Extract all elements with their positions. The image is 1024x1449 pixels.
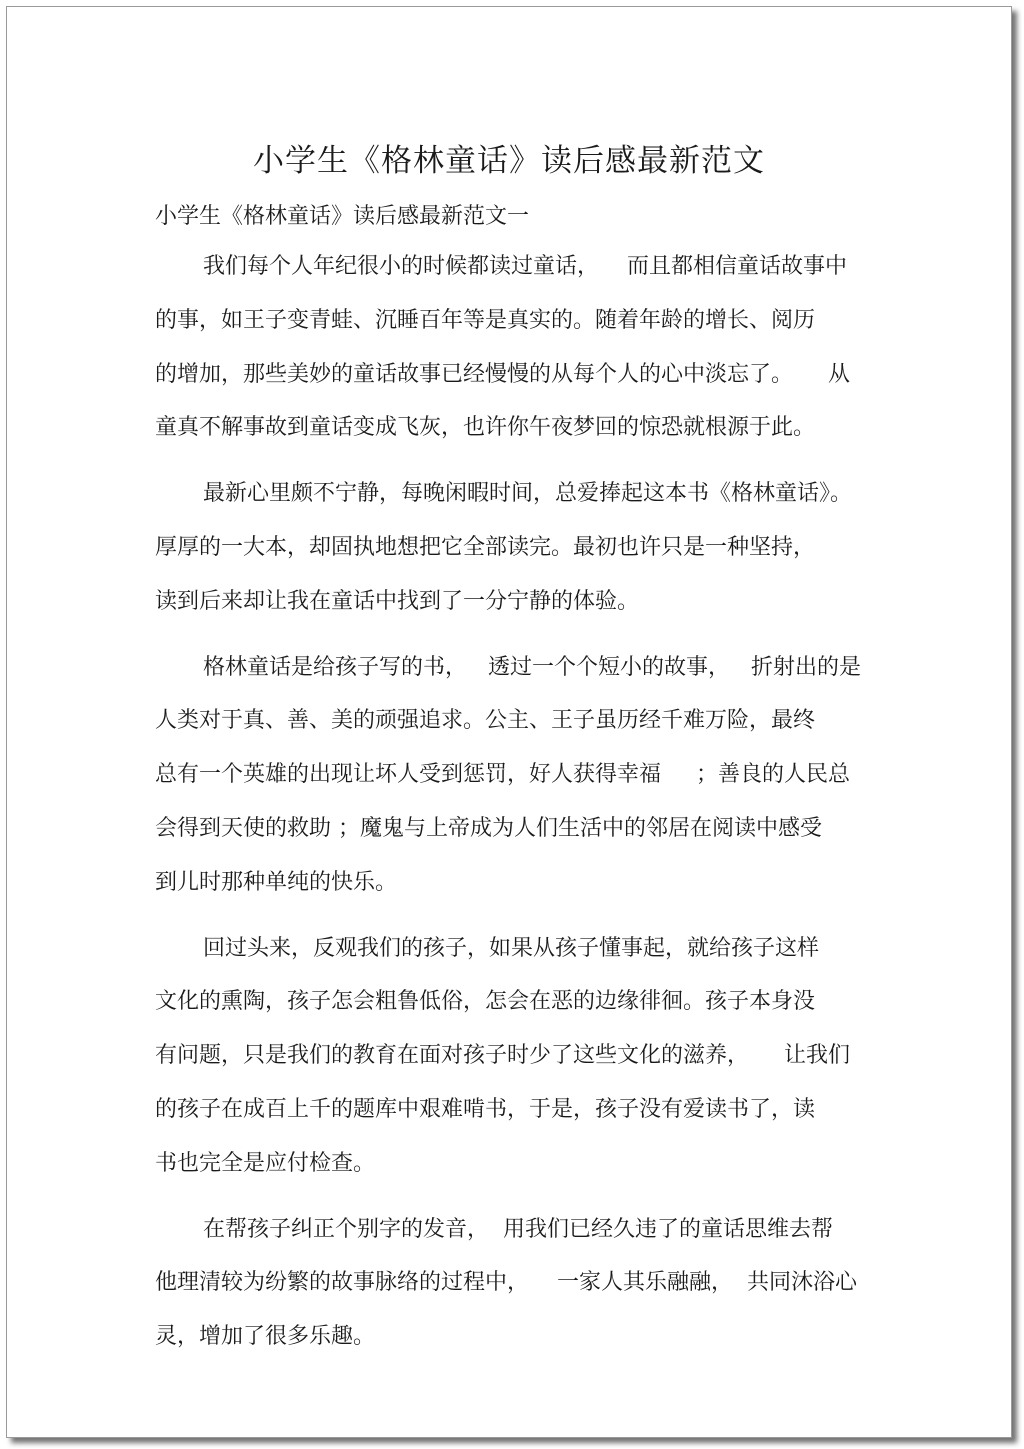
text-line: 他理清较为纷繁的故事脉络的过程中， 一家人其乐融融， 共同沐浴心 [155,1270,857,1296]
text-line: 书也完全是应付检查。 [155,1150,376,1176]
text-line: 厚厚的一大本，却固执地想把它全部读完。最初也许只是一种坚持， [155,534,816,560]
paragraph-3 [155,648,885,917]
text-line: 在帮孩子纠正个别字的发音， 用我们已经久违了的童话思维去帮 [203,1216,833,1242]
text-line: 人类对于真、善、美的顽强追求。公主、王子虽历经千难万险，最终 [155,708,816,734]
text-line: 读到后来却让我在童话中找到了一分宁静的体验。 [155,588,640,614]
paragraph-4 [155,929,885,1198]
paragraph-2 [155,474,885,635]
document-body [155,247,885,1383]
text-line: 童真不解事故到童话变成飞灰，也许你午夜梦回的惊恐就根源于此。 [155,415,816,441]
text-line: 的孩子在成百上千的题库中艰难啃书，于是，孩子没有爱读书了，读 [155,1096,816,1122]
text-line: 到儿时那种单纯的快乐。 [155,869,398,895]
text-line: 格林童话是给孩子写的书， 透过一个个短小的故事， 折射出的是 [203,654,861,680]
text-line: 回过头来，反观我们的孩子，如果从孩子懂事起，就给孩子这样 [203,935,820,961]
text-line: 总有一个英雄的出现让坏人受到惩罚，好人获得幸福 ；善良的人民总 [155,762,850,788]
document-page [6,6,1012,1438]
text-line: 的增加，那些美妙的童话故事已经慢慢的从每个人的心中淡忘了。 从 [155,361,850,387]
text-line: 的事，如王子变青蛙、沉睡百年等是真实的。随着年龄的增长、阅历 [155,307,816,333]
paragraph-5 [155,1210,885,1371]
text-line: 灵，增加了很多乐趣。 [155,1324,376,1350]
section-heading: 小学生《格林童话》读后感最新范文一 [155,204,530,229]
text-line: 最新心里颇不宁静，每晚闲暇时间，总爱捧起这本书《格林童话》。 [203,481,853,507]
text-line: 会得到天使的救助 ；魔鬼与上帝成为人们生活中的邻居在阅读中感受 [155,815,822,841]
paragraph-1 [155,247,885,462]
document-title: 小学生《格林童话》读后感最新范文 [253,143,765,179]
text-line: 有问题，只是我们的教育在面对孩子时少了这些文化的滋养， 让我们 [155,1043,850,1069]
text-line: 文化的熏陶，孩子怎会粗鲁低俗，怎会在恶的边缘徘徊。孩子本身没 [155,989,816,1015]
text-line: 我们每个人年纪很小的时候都读过童话， 而且都相信童话故事中 [203,254,847,279]
